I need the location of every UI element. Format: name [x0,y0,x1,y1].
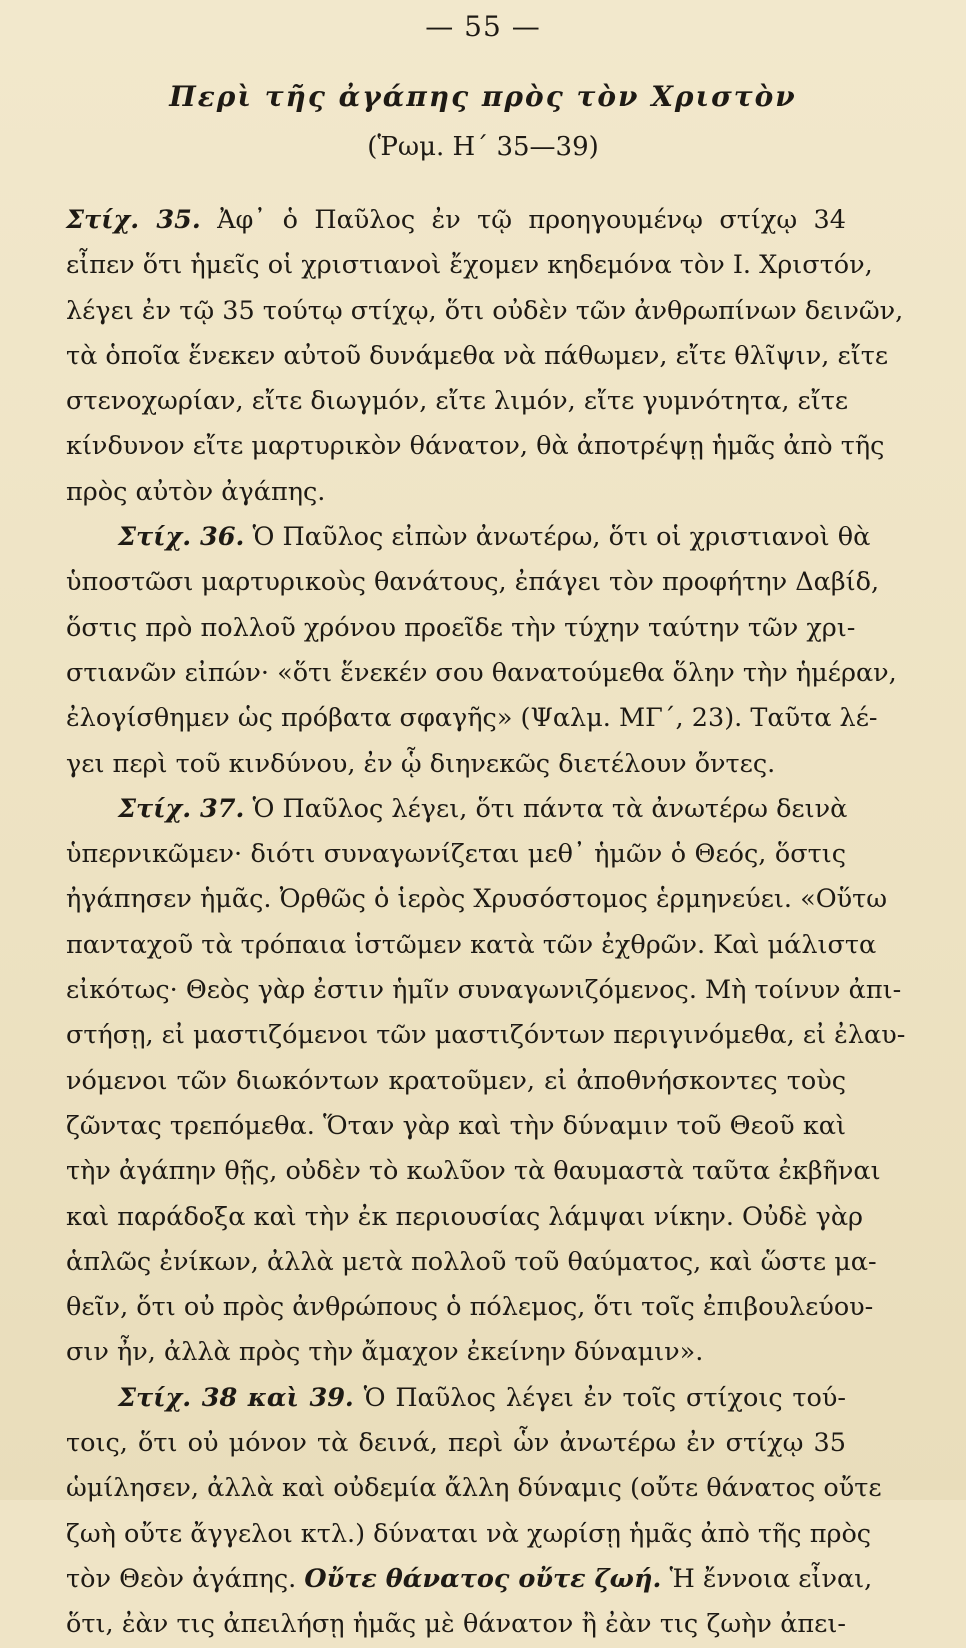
line-text: καὶ παράδοξα καὶ τὴν ἐκ περιουσίας λάμψαι νίκην. Οὐδὲ γὰρ [66,1201,864,1232]
text-line [66,1557,873,1602]
text-line [66,1602,846,1647]
line-text: ὑποστῶσι μαρτυρικοὺς θανάτους, ἐπάγει τὸν προφήτην Δαβίδ, [66,567,880,598]
line-text: στιανῶν εἰπών· «ὅτι ἕνεκέν σου θανατούμεθα ὅλην τὴν ἡμέραν, [66,657,897,688]
scripture-reference: (Ῥωμ. Η΄ 35—39) [367,132,599,162]
line-text: κίνδυνον εἴτε μαρτυρικὸν θάνατον, θὰ ἀποτρέψῃ ἡμᾶς ἀπὸ τῆς [66,431,885,462]
line-text: γει περὶ τοῦ κινδύνου, ἐν ᾧ διηνεκῶς διετέλουν ὄντες. [66,748,776,779]
text-line [66,1376,846,1421]
line-text: Ὁ Παῦλος λέγει, ὅτι πάντα τὰ ἀνωτέρω δεινὰ [244,793,848,824]
text-line [66,560,880,605]
text-line [66,606,856,651]
text-line [66,470,846,515]
text-line [66,289,904,334]
line-text: εἰκότως· Θεὸς γὰρ ἐστιν ἡμῖν συναγωνιζόμενος. Μὴ τοίνυν ἀπι- [66,975,902,1006]
verse-label: Στίχ. 38 καὶ 39. [118,1382,354,1413]
text-line [66,243,873,288]
body-text [66,198,906,1648]
text-line [66,1512,872,1557]
line-text: ὡμίλησεν, ἀλλὰ καὶ οὐδεμία ἄλλη δύναμις (οὔτε θάνατος οὔτε [66,1473,882,1504]
text-line [66,742,846,787]
text-line [66,1240,877,1285]
line-text-tail: Ἡ ἔννοια εἶναι, [661,1563,873,1594]
line-text: τὰ ὁποῖα ἕνεκεν αὐτοῦ δυνάμεθα νὰ πάθωμεν, εἴτε θλῖψιν, εἴτε [66,340,889,371]
verse-label: Στίχ. 36. [118,522,245,553]
text-line [66,923,877,968]
text-line [66,787,846,832]
page-number: — 55 — [425,10,541,43]
text-line [66,1466,882,1511]
line-text: τὴν ἀγάπην θῇς, οὐδὲν τὸ κωλῦον τὰ θαυμαστὰ ταῦτα ἐκβῆναι [66,1156,881,1187]
line-text: εἶπεν ὅτι ἡμεῖς οἱ χριστιανοὶ ἔχομεν κηδεμόνα τὸν Ι. Χριστόν, [66,250,873,281]
text-line [66,515,871,560]
text-line [66,424,885,469]
line-text: ὑπερνικῶμεν· διότι συναγωνίζεται μεθ᾽ ἡμῶν ὁ Θεός, ὅστις [66,839,846,870]
text-line [66,1104,846,1149]
line-text: ὅστις πρὸ πολλοῦ χρόνου προεῖδε τὴν τύχην ταύτην τῶν χρι- [66,612,856,643]
text-line [66,1285,874,1330]
line-text: ζῶντας τρεπόμεθα. Ὅταν γὰρ καὶ τὴν δύναμιν τοῦ Θεοῦ καὶ [66,1110,846,1141]
line-text: πρὸς αὐτὸν ἀγάπης. [66,476,326,507]
line-text: ἠγάπησεν ἡμᾶς. Ὀρθῶς ὁ ἱερὸς Χρυσόστομος ἑρμηνεύει. «Οὕτω [66,884,888,915]
text-line [66,832,846,877]
text-line [66,1059,846,1104]
line-text: Ἀφ᾽ ὁ Παῦλος ἐν τῷ προηγουμένῳ στίχῳ 34 [200,205,846,235]
line-text: σιν ἦν, ἀλλὰ πρὸς τὴν ἄμαχον ἐκείνην δύναμιν». [66,1337,704,1368]
line-text: λέγει ἐν τῷ 35 τούτῳ στίχῳ, ὅτι οὐδὲν τῶν ἀνθρωπίνων δεινῶν, [66,295,904,326]
line-text: ὅτι, ἐὰν τις ἀπειλήσῃ ἡμᾶς μὲ θάνατον ἢ ἐὰν τις ζωὴν ἀπει- [66,1609,846,1640]
text-line [66,334,889,379]
text-line [66,968,902,1013]
text-line [66,379,849,424]
line-text: τὸν Θεὸν ἀγάπης. [66,1563,305,1594]
text-line [66,1421,846,1466]
line-text: ἁπλῶς ἐνίκων, ἀλλὰ μετὰ πολλοῦ τοῦ θαύματος, καὶ ὥστε μα- [66,1246,877,1277]
line-text: ἐλογίσθημεν ὡς πρόβατα σφαγῆς» (Ψαλμ. ΜΓ΄, 23). Ταῦτα λέ- [66,703,878,734]
line-text: στενοχωρίαν, εἴτε διωγμόν, εἴτε λιμόν, εἴτε γυμνότητα, εἴτε [66,386,849,417]
verse-label: Στίχ. 35. [66,205,201,235]
text-line [66,1149,881,1194]
text-line [66,1195,864,1240]
text-line [66,696,878,741]
line-text: ζωὴ οὔτε ἄγγελοι κτλ.) δύναται νὰ χωρίσῃ ἡμᾶς ἀπὸ τῆς πρὸς [66,1518,872,1549]
verse-label: Στίχ. 37. [118,793,245,824]
text-line [66,1330,846,1375]
line-text: Ὁ Παῦλος εἰπὼν ἀνωτέρω, ὅτι οἱ χριστιανοὶ θὰ [244,522,871,553]
line-text: τοις, ὅτι οὐ μόνον τὰ δεινά, περὶ ὧν ἀνωτέρω ἐν στίχῳ 35 [66,1428,846,1459]
text-line [66,877,888,922]
line-text: στήσῃ, εἰ μαστιζόμενοι τῶν μαστιζόντων περιγινόμεθα, εἰ ἐλαυ- [66,1020,906,1051]
chapter-title: Περὶ τῆς ἀγάπης πρὸς τὸν Χριστὸν [169,80,797,113]
text-line [66,651,897,696]
line-text: πανταχοῦ τὰ τρόπαια ἱστῶμεν κατὰ τῶν ἐχθρῶν. Καὶ μάλιστα [66,929,877,960]
line-text: θεῖν, ὅτι οὐ πρὸς ἀνθρώπους ὁ πόλεμος, ὅτι τοῖς ἐπιβουλεύου- [66,1292,874,1323]
text-line [66,198,846,243]
line-text: νόμενοι τῶν διωκόντων κρατοῦμεν, εἰ ἀποθνήσκοντες τοὺς [66,1065,846,1096]
text-line [66,1013,906,1058]
emphasized-text: Οὔτε θάνατος οὔτε ζωή. [304,1563,662,1594]
line-text: Ὁ Παῦλος λέγει ἐν τοῖς στίχοις τού- [353,1382,846,1413]
